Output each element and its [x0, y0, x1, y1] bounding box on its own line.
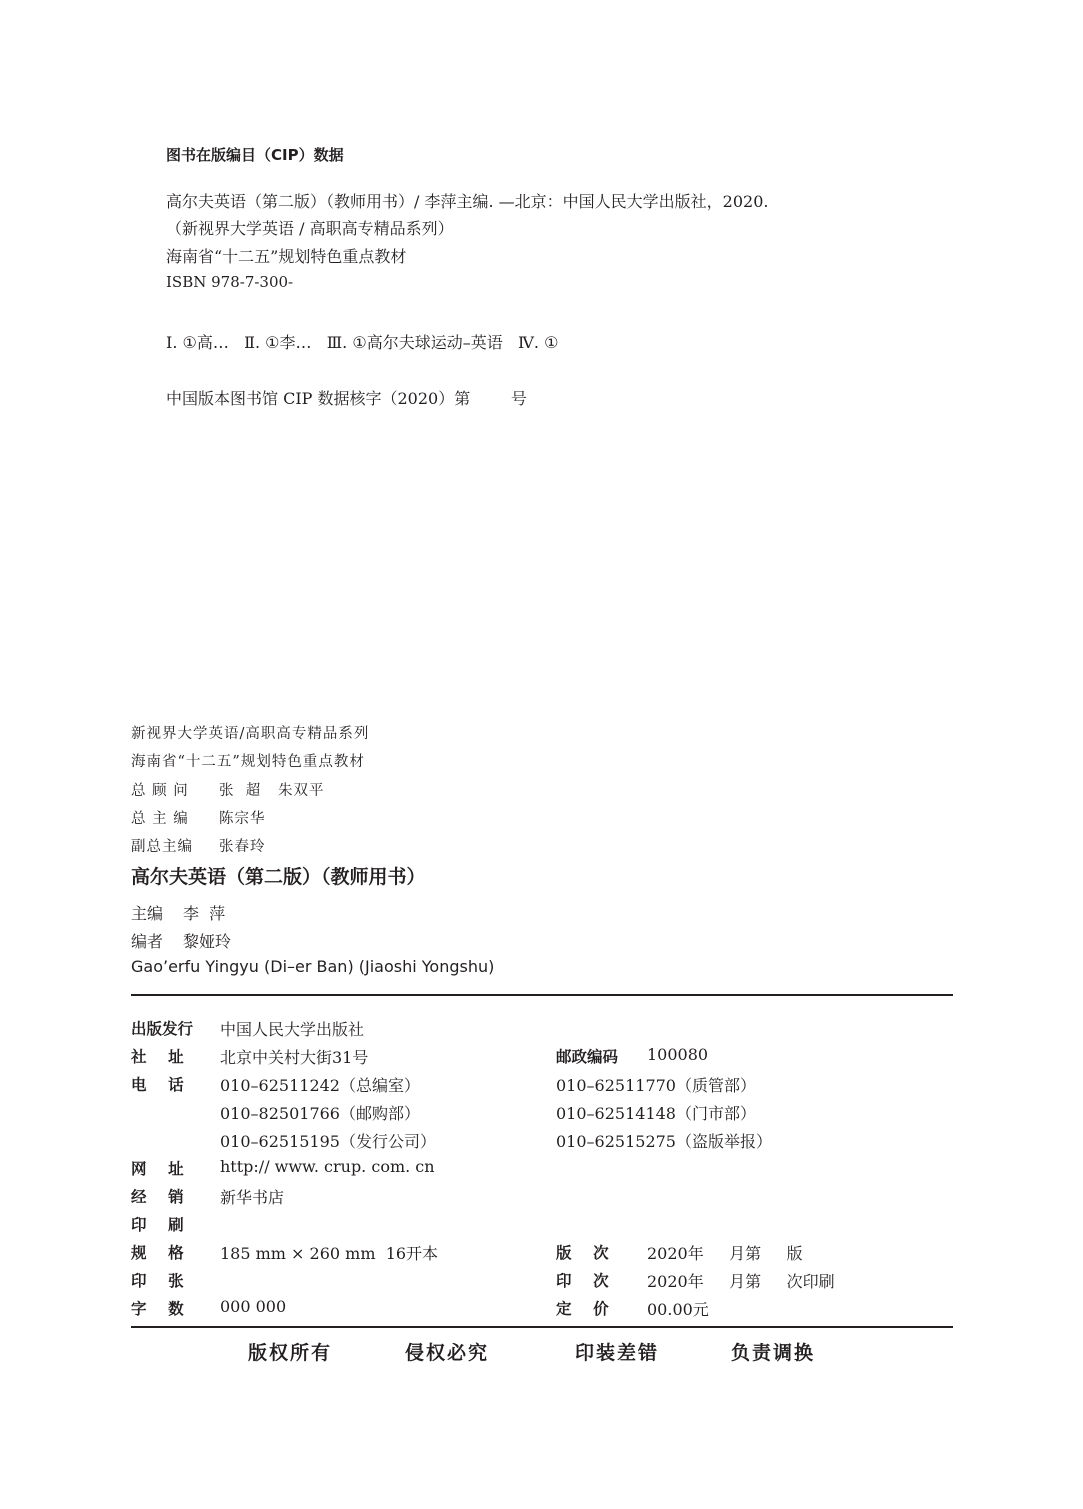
author-label: 编者	[131, 932, 164, 951]
series-advisor	[131, 779, 325, 800]
publisher-label: 出版发行	[131, 1020, 194, 1038]
editor-label: 主编	[131, 904, 164, 923]
distributor-value: 新华书店	[220, 1188, 285, 1207]
spec-value: 185 mm × 260 mm 16开本	[220, 1244, 439, 1263]
cip-classification: Ⅰ. ①高… Ⅱ. ①李… Ⅲ. ①高尔夫球运动–英语 Ⅳ. ①	[166, 333, 559, 352]
words-label: 字 数	[131, 1300, 184, 1318]
printer-label: 印 刷	[131, 1216, 184, 1234]
editor-name: 李 萍	[183, 904, 226, 923]
copyright-exchange: 负责调换	[731, 1342, 816, 1364]
impression-label: 印 次	[556, 1272, 609, 1290]
cip-isbn: ISBN 978-7-300-	[166, 273, 294, 291]
deputy-editor-label: 副总主编	[131, 839, 193, 855]
book-title: 高尔夫英语（第二版）（教师用书）	[131, 866, 426, 888]
web-label: 网 址	[131, 1160, 184, 1178]
cip-line-title: 高尔夫英语（第二版）（教师用书）/ 李萍主编. —北京：中国人民大学出版社，2020.	[166, 192, 769, 211]
cip-heading: 图书在版编目（CIP）数据	[166, 146, 344, 164]
phone-label: 电 话	[131, 1076, 184, 1094]
series-chief-editor	[131, 807, 266, 828]
copyright-reserved: 版权所有	[248, 1342, 333, 1364]
cip-number: 中国版本图书馆 CIP 数据核字（2020）第 号	[166, 389, 527, 408]
price-label: 定 价	[556, 1300, 609, 1318]
author-name: 黎娅玲	[183, 932, 232, 951]
bottom-rule	[131, 1326, 953, 1328]
book-author	[131, 929, 231, 952]
address-value: 北京中关村大街31号	[220, 1048, 369, 1067]
phone-quality: 010–62511770（质管部）	[556, 1076, 756, 1095]
address-label: 社 址	[131, 1048, 184, 1066]
series-deputy-editor	[131, 835, 266, 856]
phone-mail-order: 010–82501766（邮购部）	[220, 1104, 420, 1123]
sheets-label: 印 张	[131, 1272, 184, 1290]
phone-store: 010–62514148（门市部）	[556, 1104, 756, 1123]
series-line: 新视界大学英语/高职高专精品系列	[131, 726, 370, 742]
chief-editor-label: 总 主 编	[131, 811, 189, 827]
book-editor	[131, 901, 225, 924]
chief-editor-name: 陈宗华	[219, 811, 266, 827]
edition-value: 2020年 月第 版	[647, 1244, 803, 1263]
spec-label: 规 格	[131, 1244, 184, 1262]
advisor-names: 张 超 朱双平	[219, 783, 325, 799]
advisor-label: 总 顾 问	[131, 783, 189, 799]
impression-value: 2020年 月第 次印刷	[647, 1272, 835, 1291]
copyright-infringement: 侵权必究	[405, 1342, 490, 1364]
deputy-editor-name: 张春玲	[219, 839, 266, 855]
cip-line-series: （新视界大学英语 / 高职高专精品系列）	[166, 219, 454, 238]
distributor-label: 经 销	[131, 1188, 184, 1206]
web-value: http:// www. crup. com. cn	[220, 1157, 435, 1176]
edition-label: 版 次	[556, 1244, 609, 1262]
phone-editorial: 010–62511242（总编室）	[220, 1076, 420, 1095]
series-project-line: 海南省“十二五”规划特色重点教材	[131, 754, 365, 770]
price-value: 00.00元	[647, 1300, 709, 1319]
book-pinyin-title: Gao’erfu Yingyu (Di–er Ban) (Jiaoshi Yongshu)	[131, 957, 495, 976]
phone-piracy: 010–62515275（盗版举报）	[556, 1132, 772, 1151]
postcode-value: 100080	[647, 1045, 709, 1064]
cip-line-project: 海南省“十二五”规划特色重点教材	[166, 247, 407, 266]
publisher-value: 中国人民大学出版社	[220, 1020, 365, 1039]
postcode-label: 邮政编码	[556, 1048, 619, 1066]
top-rule	[131, 994, 953, 996]
copyright-print-errors: 印装差错	[575, 1342, 660, 1364]
words-value: 000 000	[220, 1297, 287, 1316]
phone-distribution: 010–62515195（发行公司）	[220, 1132, 436, 1151]
